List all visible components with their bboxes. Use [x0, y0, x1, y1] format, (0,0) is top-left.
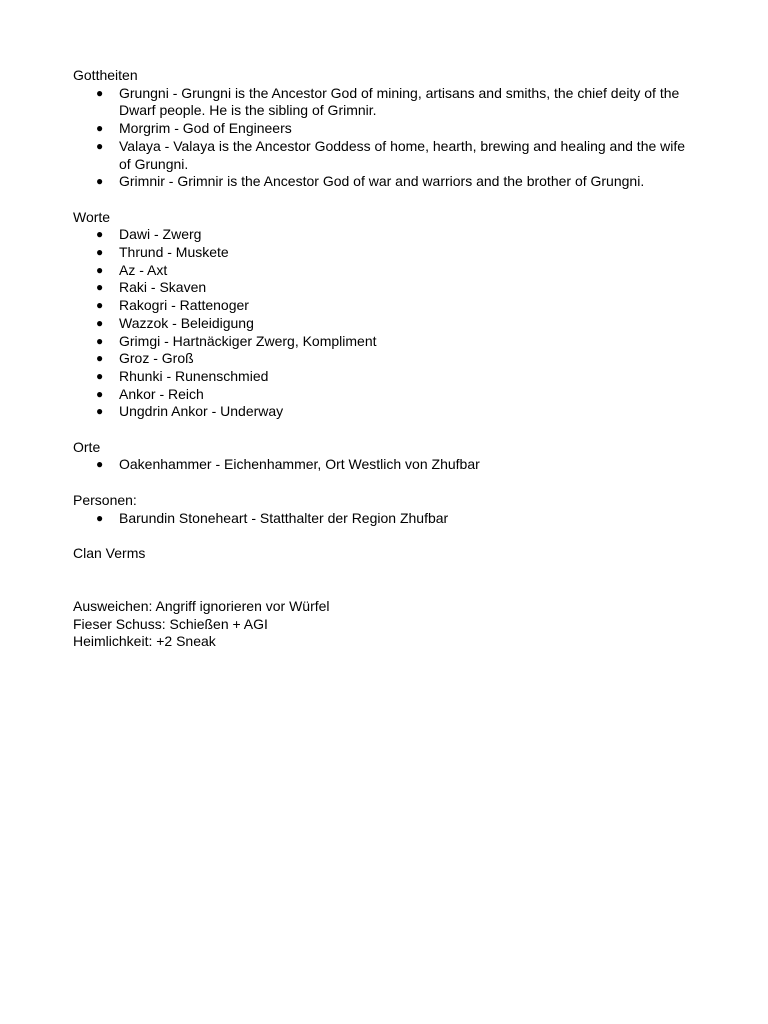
list-item-text: Rhunki - Runenschmied: [119, 367, 269, 384]
list-item-text: Ungdrin Ankor - Underway: [119, 403, 284, 420]
section-heading-worte: Worte: [73, 208, 111, 225]
orte-list: [73, 456, 698, 474]
blank-line: [73, 421, 698, 439]
note-line: Fieser Schuss: Schießen + AGI: [73, 615, 268, 632]
list-item: [73, 279, 698, 297]
section-heading-clan: Clan Verms: [73, 544, 146, 561]
list-item: [73, 315, 698, 333]
list-item-text: Wazzok - Beleidigung: [119, 314, 254, 331]
list-item-text: Oakenhammer - Eichenhammer, Ort Westlich von Zhufbar: [119, 456, 480, 473]
bullet-icon: ●: [96, 386, 104, 401]
list-item-text: Dawi - Zwerg: [119, 226, 202, 243]
list-item: [73, 120, 698, 138]
list-item-text: Groz - Groß: [119, 350, 194, 367]
bullet-icon: ●: [96, 510, 104, 525]
list-item: [73, 262, 698, 280]
bullet-icon: ●: [96, 315, 104, 330]
list-item: [73, 386, 698, 404]
blank-line: [73, 527, 698, 545]
worte-list: [73, 226, 698, 421]
bullet-icon: ●: [96, 368, 104, 383]
list-item: [73, 368, 698, 386]
list-item-text: Barundin Stoneheart - Statthalter der Region Zhufbar: [119, 509, 449, 526]
section-heading-gottheiten: Gottheiten: [73, 67, 138, 83]
list-item: [73, 138, 698, 173]
bullet-icon: ●: [96, 85, 104, 100]
note-line: Heimlichkeit: +2 Sneak: [73, 633, 216, 650]
list-item: [73, 226, 698, 244]
bullet-icon: ●: [96, 280, 104, 295]
bullet-icon: ●: [96, 457, 104, 472]
list-item: [73, 510, 698, 528]
list-item-text: Raki - Skaven: [119, 279, 207, 296]
list-item: [73, 333, 698, 351]
bullet-icon: ●: [96, 138, 104, 153]
bullet-icon: ●: [96, 121, 104, 136]
bullet-icon: ●: [96, 351, 104, 366]
list-item-text: Az - Axt: [119, 261, 168, 278]
bullet-icon: ●: [96, 227, 104, 242]
list-item: [73, 85, 698, 120]
bullet-icon: ●: [96, 333, 104, 348]
bullet-icon: ●: [96, 174, 104, 189]
document-page: [73, 67, 698, 651]
list-item-text: Rakogri - Rattenoger: [119, 297, 249, 314]
note-line: Ausweichen: Angriff ignorieren vor Würfel: [73, 598, 330, 615]
list-item-text: Thrund - Muskete: [119, 244, 229, 261]
list-item-text: Grimnir - Grimnir is the Ancestor God of war and warriors and the brother of Grungni.: [119, 173, 645, 190]
bullet-icon: ●: [96, 245, 104, 260]
list-item: [73, 173, 698, 191]
bullet-icon: ●: [96, 404, 104, 419]
list-item: [73, 350, 698, 368]
bullet-icon: ●: [96, 298, 104, 313]
list-item: [73, 403, 698, 421]
gottheiten-list: [73, 85, 698, 191]
list-item-text: Grungni - Grungni is the Ancestor God of mining, artisans and smiths, the chief deity of the Dwarf people. He is the sibling of Grimnir.: [119, 84, 680, 119]
blank-line: [73, 474, 698, 492]
list-item: [73, 244, 698, 262]
blank-lines: [73, 563, 698, 598]
personen-list: [73, 510, 698, 528]
list-item-text: Grimgi - Hartnäckiger Zwerg, Kompliment: [119, 332, 377, 349]
blank-line: [73, 191, 698, 209]
list-item-text: Valaya - Valaya is the Ancestor Goddess of home, hearth, brewing and healing and the wife of Grungni.: [119, 137, 686, 172]
list-item-text: Morgrim - God of Engineers: [119, 120, 292, 137]
section-heading-personen: Personen:: [73, 491, 137, 508]
list-item-text: Ankor - Reich: [119, 385, 204, 402]
section-heading-orte: Orte: [73, 438, 101, 455]
bullet-icon: ●: [96, 262, 104, 277]
list-item: [73, 456, 698, 474]
list-item: [73, 297, 698, 315]
